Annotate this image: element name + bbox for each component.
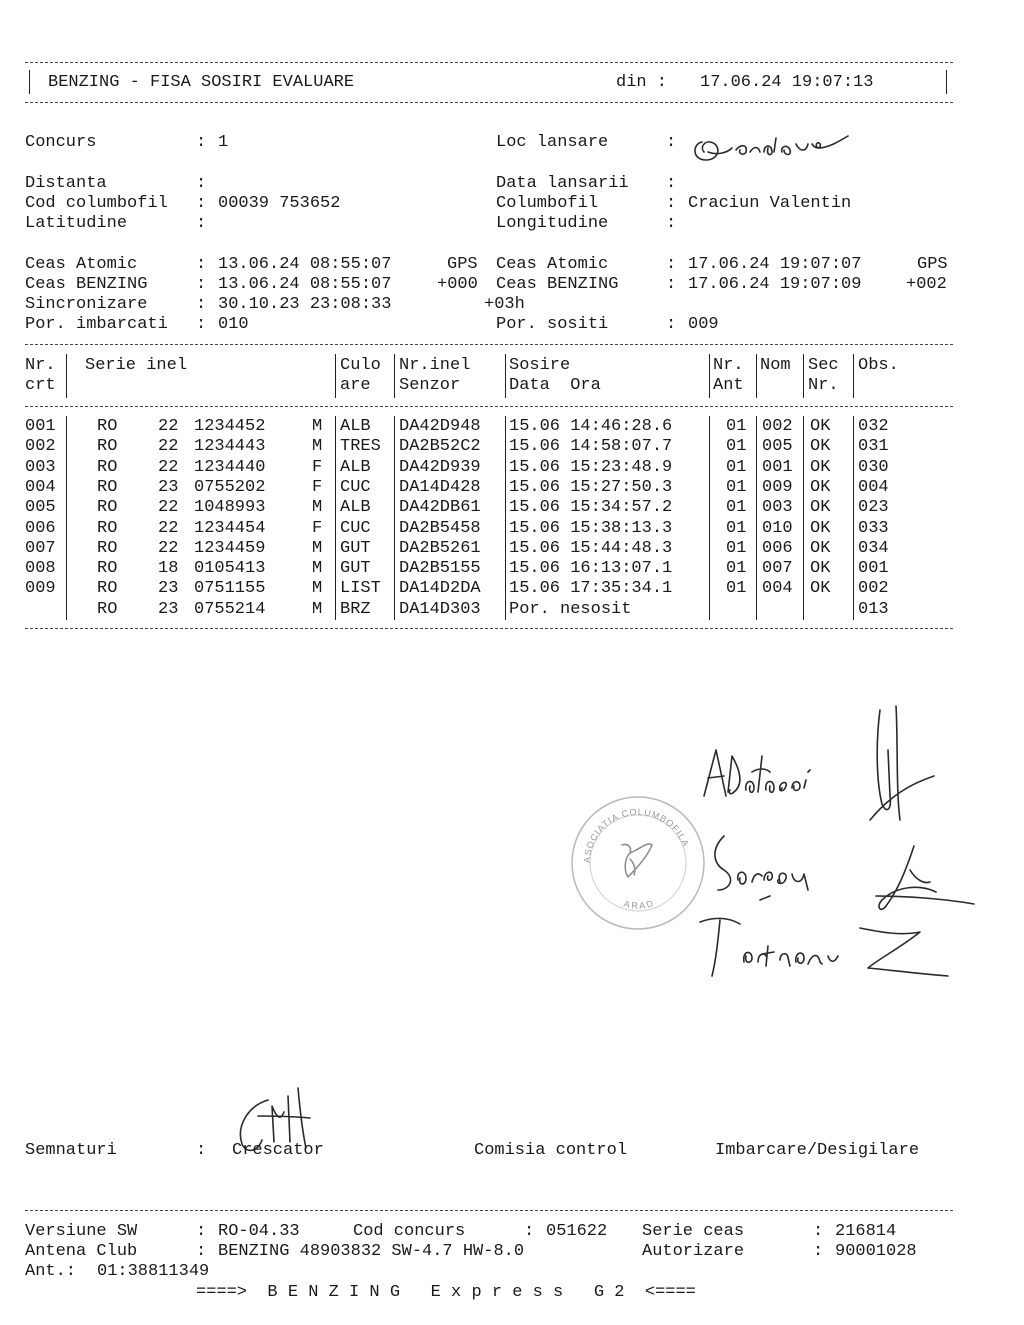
cell-sex: M: [312, 417, 323, 436]
offset-end: +002: [906, 275, 947, 294]
col-header-nom: Nom: [760, 356, 791, 375]
din-value: 17.06.24 19:07:13: [700, 73, 874, 92]
cell-ant: 01: [726, 538, 747, 558]
cell-nom: 003: [762, 498, 793, 518]
cell-senzor: DA14D428: [399, 477, 481, 497]
cell-senzor: DA42DB61: [399, 498, 481, 518]
loc-lansare-label: Loc lansare: [496, 133, 609, 152]
cell-senzor: DA14D2DA: [399, 579, 481, 599]
serie-ceas-label: Serie ceas: [642, 1222, 745, 1241]
cell-sec: OK: [810, 538, 831, 558]
cell-ant: 01: [726, 559, 747, 579]
por-imbarcati-label: Por. imbarcati: [25, 315, 168, 334]
col-sep: [853, 354, 854, 398]
por-sositi-label: Por. sositi: [496, 315, 609, 334]
cell-an: 22: [158, 417, 179, 436]
colon: :: [196, 194, 207, 213]
cell-sosire: 15.06 14:58:07.7: [509, 437, 673, 457]
cell-sosire: 15.06 15:23:48.9: [509, 457, 673, 477]
cell-inel: 0751155: [194, 579, 266, 599]
cell-sex: F: [312, 457, 323, 477]
cell-tara: RO: [97, 538, 118, 558]
col-header-nr-ant: Nr.: [713, 356, 744, 375]
cell-nr: 003: [25, 457, 56, 477]
col-header-serie-inel: Serie inel: [85, 356, 188, 375]
cell-tara: RO: [97, 518, 118, 538]
distanta-label: Distanta: [25, 174, 107, 193]
cell-culoare: BRZ: [340, 599, 371, 619]
cod-columbofil-value: 00039 753652: [218, 194, 341, 213]
col-sep: [505, 354, 506, 398]
cell-an: 22: [158, 518, 179, 538]
cell-tara: RO: [97, 437, 118, 457]
comisia-label: Comisia control: [474, 1141, 628, 1160]
ant-label: Ant.:: [25, 1262, 77, 1281]
por-imbarcati-value: 010: [218, 315, 249, 334]
cell-tara: RO: [97, 559, 118, 579]
col-sep: [66, 354, 67, 398]
cell-senzor: DA2B52C2: [399, 437, 481, 457]
cell-sosire: 15.06 15:38:13.3: [509, 518, 673, 538]
cell-sex: M: [312, 599, 323, 619]
page-title: BENZING - FISA SOSIRI EVALUARE: [48, 73, 355, 92]
cell-nom: 009: [762, 477, 793, 497]
cell-ant: 01: [726, 579, 747, 599]
cell-sosire: 15.06 15:34:57.2: [509, 498, 673, 518]
ceas-atomic-label-end: Ceas Atomic: [496, 255, 609, 274]
cell-sec: OK: [810, 498, 831, 518]
cell-nr: 005: [25, 498, 56, 518]
cell-obs: 013: [858, 599, 889, 619]
cell-sex: M: [312, 437, 323, 457]
cell-an: 22: [158, 437, 179, 457]
cell-obs: 001: [858, 559, 889, 579]
cell-obs: 031: [858, 437, 889, 457]
cell-tara: RO: [97, 477, 118, 497]
sincronizare-tz: +03h: [484, 295, 525, 314]
cell-an: 23: [158, 579, 179, 599]
cell-inel: 1234443: [194, 437, 266, 457]
cell-culoare: GUT: [340, 559, 371, 579]
ceas-benzing-end: 17.06.24 19:07:09: [688, 275, 862, 294]
cell-culoare: TRES: [340, 437, 381, 457]
cell-sex: F: [312, 477, 323, 497]
cell-nr: 007: [25, 538, 56, 558]
col-header-senzor: Senzor: [399, 376, 461, 395]
autorizare-value: 90001028: [835, 1242, 917, 1261]
cell-an: 23: [158, 599, 179, 619]
cell-obs: 032: [858, 417, 889, 436]
cell-inel: 1234452: [194, 417, 266, 436]
cell-culoare: CUC: [340, 518, 371, 538]
cell-sosire: Por. nesosit: [509, 599, 632, 619]
cell-sosire: 15.06 15:44:48.3: [509, 538, 673, 558]
cell-ant: 01: [726, 417, 747, 436]
cell-sex: F: [312, 518, 323, 538]
col-header-ant: Ant: [713, 376, 744, 395]
ceas-benzing-start: 13.06.24 08:55:07: [218, 275, 392, 294]
columbofil-value: Craciun Valentin: [688, 194, 852, 213]
cell-tara: RO: [97, 579, 118, 599]
ant-value: 01:38811349: [97, 1262, 210, 1281]
loc-lansare-handwriting: [688, 122, 868, 166]
cell-ant: 01: [726, 518, 747, 538]
col-header-culoare: Culo: [340, 356, 381, 375]
cell-senzor: DA2B5458: [399, 518, 481, 538]
colon: :: [196, 214, 207, 233]
table-top-rule: [25, 344, 953, 345]
col-sep: [394, 416, 395, 620]
cod-columbofil-label: Cod columbofil: [25, 194, 168, 213]
gps-end: GPS: [917, 255, 948, 274]
cell-an: 18: [158, 559, 179, 579]
colon: :: [813, 1222, 824, 1241]
versiune-value: RO-04.33: [218, 1222, 300, 1241]
col-sep: [803, 416, 804, 620]
cell-sec: OK: [810, 559, 831, 579]
col-header-sec-nr: Nr.: [808, 376, 839, 395]
col-sep: [66, 416, 67, 620]
header-top-rule: [25, 62, 953, 63]
cell-inel: 0755214: [194, 599, 266, 619]
antena-value: BENZING 48903832 SW-4.7 HW-8.0: [218, 1242, 525, 1261]
col-sep: [756, 416, 757, 620]
cell-nr: 001: [25, 417, 56, 436]
cell-inel: 1048993: [194, 498, 266, 518]
ceas-atomic-start: 13.06.24 08:55:07: [218, 255, 392, 274]
serie-ceas-value: 216814: [835, 1222, 897, 1241]
association-stamp: [568, 793, 708, 933]
ceas-benzing-label-start: Ceas BENZING: [25, 275, 148, 294]
cell-sec: OK: [810, 417, 831, 436]
autorizare-label: Autorizare: [642, 1242, 745, 1261]
colon: :: [196, 295, 207, 314]
cell-tara: RO: [97, 457, 118, 477]
colon: :: [666, 315, 677, 334]
concurs-value: 1: [218, 133, 229, 152]
cell-nr: 006: [25, 518, 56, 538]
cell-obs: 004: [858, 477, 889, 497]
col-sep: [756, 354, 757, 398]
versiune-label: Versiune SW: [25, 1222, 138, 1241]
cell-nom: 010: [762, 518, 793, 538]
columbofil-label: Columbofil: [496, 194, 599, 213]
cell-sosire: 15.06 17:35:34.1: [509, 579, 673, 599]
cell-culoare: ALB: [340, 498, 371, 518]
longitudine-label: Longitudine: [496, 214, 609, 233]
offset-start: +000: [437, 275, 478, 294]
cell-nom: 005: [762, 437, 793, 457]
data-lansarii-label: Data lansarii: [496, 174, 629, 193]
cell-culoare: LIST: [340, 579, 381, 599]
cell-obs: 034: [858, 538, 889, 558]
cell-senzor: DA2B5261: [399, 538, 481, 558]
cell-nom: 001: [762, 457, 793, 477]
sincronizare-value: 30.10.23 23:08:33: [218, 295, 392, 314]
col-sep: [709, 354, 710, 398]
cell-inel: 0755202: [194, 477, 266, 497]
cell-sec: OK: [810, 457, 831, 477]
colon: :: [666, 214, 677, 233]
colon: :: [196, 174, 207, 193]
colon: :: [666, 194, 677, 213]
cell-nr: 008: [25, 559, 56, 579]
col-header-sosire: Sosire: [509, 356, 571, 375]
col-header-nr: Nr.: [25, 356, 56, 375]
col-header-obs: Obs.: [858, 356, 899, 375]
header-left-bar: [29, 70, 30, 94]
cell-sosire: 15.06 15:27:50.3: [509, 477, 673, 497]
cell-an: 22: [158, 498, 179, 518]
colon: :: [666, 275, 677, 294]
cell-sec: OK: [810, 518, 831, 538]
cell-nom: 006: [762, 538, 793, 558]
benzing-banner: ====> B E N Z I N G E x p r e s s G 2 <====: [196, 1283, 696, 1302]
col-header-sec: Sec: [808, 356, 839, 375]
cell-ant: 01: [726, 498, 747, 518]
cell-culoare: GUT: [340, 538, 371, 558]
cell-sex: M: [312, 579, 323, 599]
cell-culoare: ALB: [340, 417, 371, 436]
por-sositi-value: 009: [688, 315, 719, 334]
cell-tara: RO: [97, 599, 118, 619]
colon: :: [196, 315, 207, 334]
cell-nr: 002: [25, 437, 56, 457]
col-sep: [853, 416, 854, 620]
cell-sosire: 15.06 16:13:07.1: [509, 559, 673, 579]
colon: :: [196, 1141, 207, 1160]
cell-an: 23: [158, 477, 179, 497]
cell-obs: 033: [858, 518, 889, 538]
cell-sex: M: [312, 498, 323, 518]
ceas-atomic-end: 17.06.24 19:07:07: [688, 255, 862, 274]
col-header-nr-inel: Nr.inel: [399, 356, 471, 375]
cell-senzor: DA14D303: [399, 599, 481, 619]
col-sep: [709, 416, 710, 620]
cell-sosire: 15.06 14:46:28.6: [509, 417, 673, 436]
gps-start: GPS: [447, 255, 478, 274]
cell-inel: 1234459: [194, 538, 266, 558]
cell-sec: OK: [810, 437, 831, 457]
cell-inel: 1234440: [194, 457, 266, 477]
colon: :: [666, 174, 677, 193]
footer-rule: [25, 1210, 953, 1211]
semnaturi-label: Semnaturi: [25, 1141, 117, 1160]
cell-obs: 030: [858, 457, 889, 477]
colon: :: [666, 255, 677, 274]
colon: :: [666, 133, 677, 152]
colon: :: [196, 275, 207, 294]
cell-ant: 01: [726, 437, 747, 457]
cell-an: 22: [158, 457, 179, 477]
cell-sec: OK: [810, 477, 831, 497]
cell-nr: 009: [25, 579, 56, 599]
col-sep: [335, 416, 336, 620]
cell-senzor: DA2B5155: [399, 559, 481, 579]
cell-sex: M: [312, 559, 323, 579]
col-header-data-ora: Data Ora: [509, 376, 601, 395]
cell-inel: 0105413: [194, 559, 266, 579]
cod-concurs-label: Cod concurs: [353, 1222, 466, 1241]
col-header-culoare-2: are: [340, 376, 371, 395]
cell-senzor: DA42D939: [399, 457, 481, 477]
cell-obs: 002: [858, 579, 889, 599]
cell-ant: 01: [726, 477, 747, 497]
cell-sex: M: [312, 538, 323, 558]
concurs-label: Concurs: [25, 133, 97, 152]
colon: :: [196, 255, 207, 274]
table-header-rule: [25, 406, 953, 407]
antena-label: Antena Club: [25, 1242, 138, 1261]
stamp-text-top: ASOCIATIA COLUMBOFILA: [581, 806, 692, 864]
committee-signatures: [700, 700, 960, 990]
colon: :: [196, 1222, 207, 1241]
colon: :: [524, 1222, 535, 1241]
cell-culoare: ALB: [340, 457, 371, 477]
col-sep: [394, 354, 395, 398]
ceas-atomic-label-start: Ceas Atomic: [25, 255, 138, 274]
stamp-text-bottom: ARAD: [622, 897, 657, 911]
cell-ant: 01: [726, 457, 747, 477]
colon: :: [196, 1242, 207, 1261]
colon: :: [196, 133, 207, 152]
cell-inel: 1234454: [194, 518, 266, 538]
cell-nr: 004: [25, 477, 56, 497]
header-right-bar: [946, 70, 947, 94]
cell-culoare: CUC: [340, 477, 371, 497]
header-bottom-rule: [25, 102, 953, 103]
sincronizare-label: Sincronizare: [25, 295, 148, 314]
col-sep: [505, 416, 506, 620]
cell-nom: 007: [762, 559, 793, 579]
din-label: din :: [616, 73, 668, 92]
col-header-crt: crt: [25, 376, 56, 395]
cell-nom: 002: [762, 417, 793, 436]
crescator-label: Crescator: [232, 1141, 324, 1160]
ceas-benzing-label-end: Ceas BENZING: [496, 275, 619, 294]
imbarcare-label: Imbarcare/Desigilare: [715, 1141, 920, 1160]
cod-concurs-value: 051622: [546, 1222, 608, 1241]
col-sep: [803, 354, 804, 398]
cell-tara: RO: [97, 498, 118, 518]
cell-an: 22: [158, 538, 179, 558]
table-bottom-rule: [25, 628, 953, 629]
cell-obs: 023: [858, 498, 889, 518]
cell-sec: OK: [810, 579, 831, 599]
cell-tara: RO: [97, 417, 118, 436]
latitudine-label: Latitudine: [25, 214, 128, 233]
svg-text:ASOCIATIA COLUMBOFILA: [582, 807, 691, 863]
cell-nom: 004: [762, 579, 793, 599]
col-sep: [335, 354, 336, 398]
colon: :: [813, 1242, 824, 1261]
cell-senzor: DA42D948: [399, 417, 481, 436]
